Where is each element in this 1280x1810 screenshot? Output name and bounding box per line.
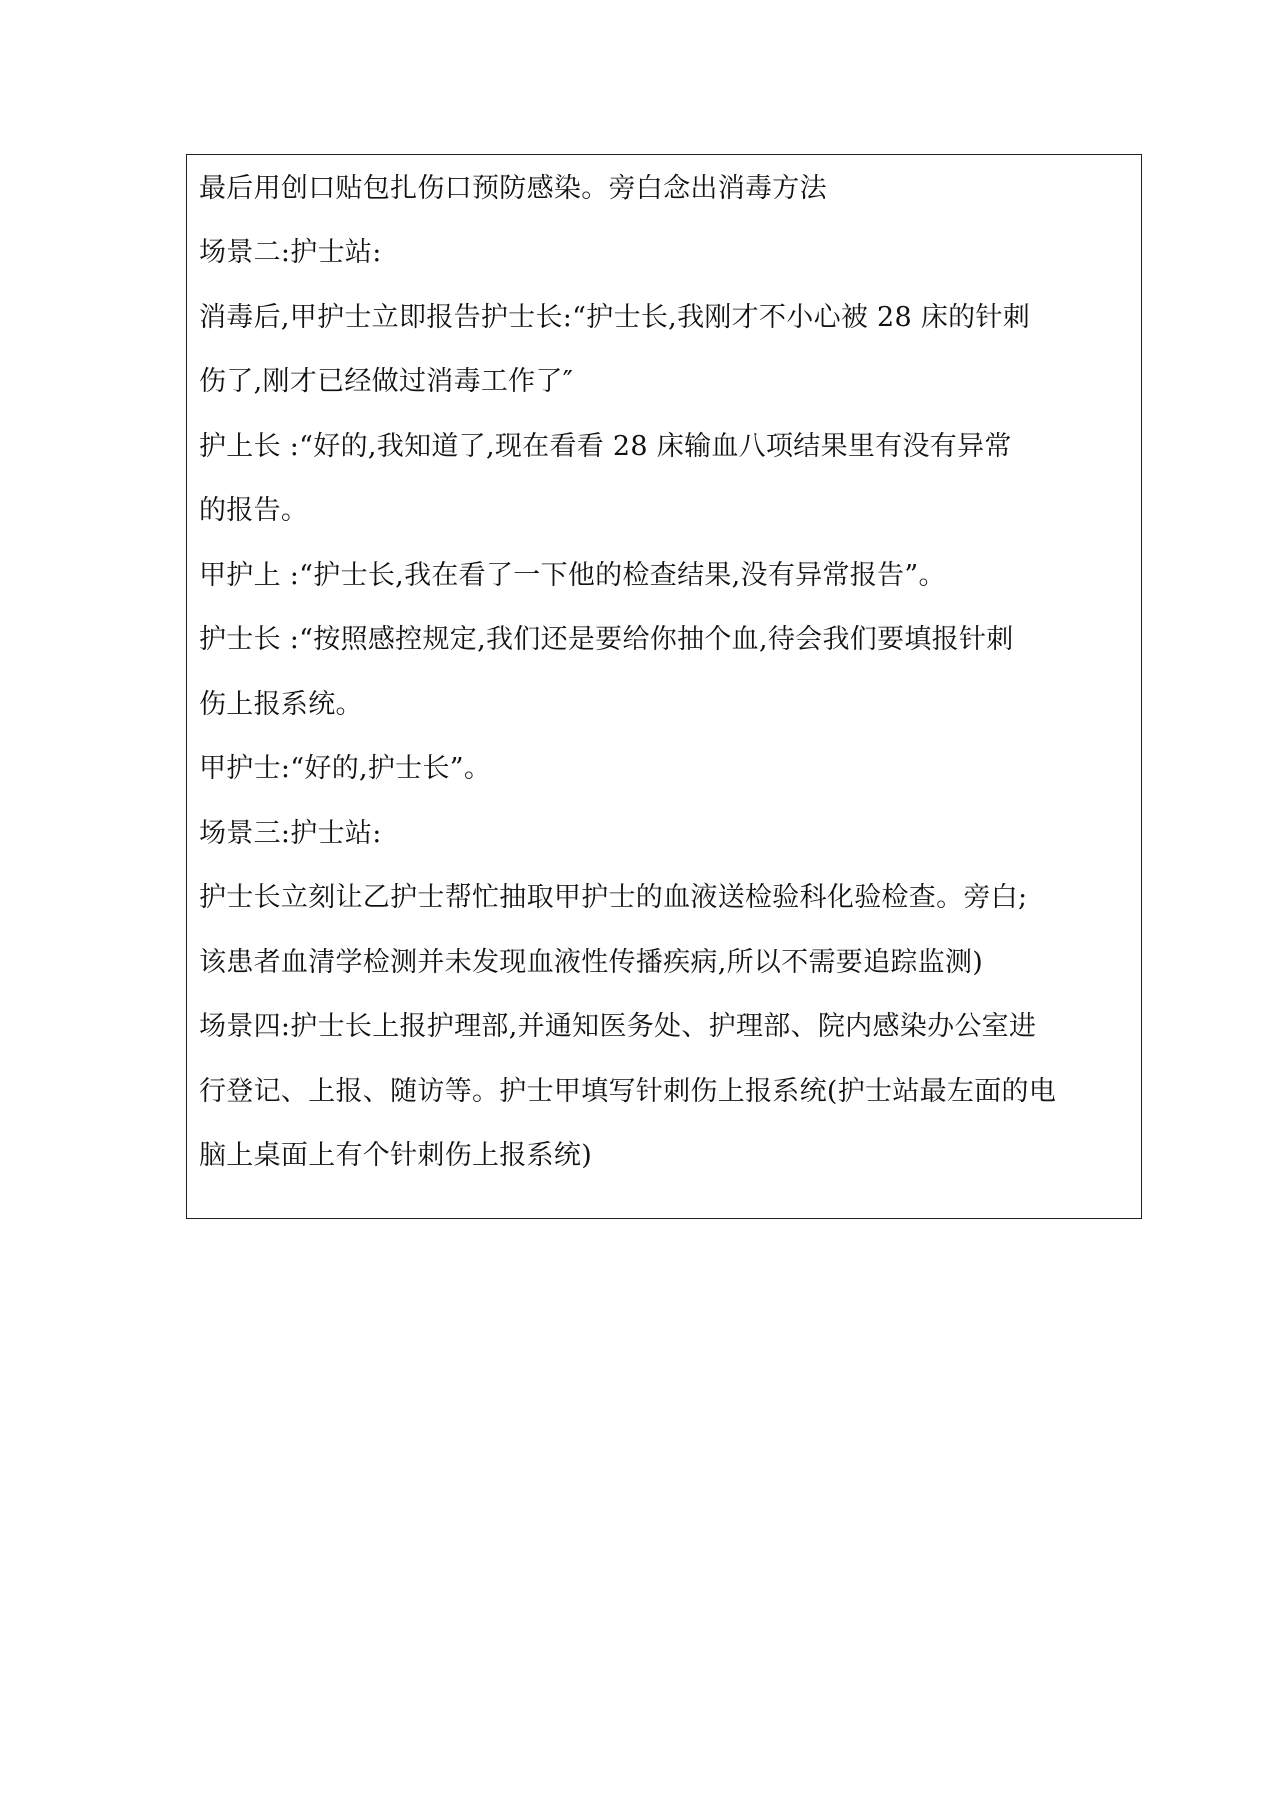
text-line: 脑上桌面上有个针刺伤上报系统) — [199, 1140, 593, 1171]
text-line: 甲护上 :“护士长,我在看了一下他的检查结果,没有异常报告”。 — [199, 560, 946, 591]
text-line: 的报告。 — [199, 495, 309, 526]
bordered-text-box — [186, 154, 1142, 1219]
scene-heading: 场景四:护士长上报护理部,并通知医务处、护理部、院内感染办公室进 — [199, 1011, 1037, 1042]
text-line: 伤上报系统。 — [199, 689, 363, 720]
text-line: 最后用创口贴包扎伤口预防感染。旁白念出消毒方法 — [199, 173, 827, 204]
text-line: 护上长 :“好的,我知道了,现在看看 28 床输血八项结果里有没有异常 — [199, 431, 1012, 462]
text-line: 该患者血清学检测并未发现血液性传播疾病,所以不需要追踪监测) — [199, 947, 984, 978]
text-line: 护士长 :“按照感控规定,我们还是要给你抽个血,待会我们要填报针刺 — [199, 624, 1014, 655]
text-line: 消毒后,甲护士立即报告护士长:“护士长,我刚才不小心被 28 床的针刺 — [199, 302, 1031, 333]
scene-heading: 场景二:护士站: — [199, 237, 382, 268]
text-line: 行登记、上报、随访等。护士甲填写针刺伤上报系统(护士站最左面的电 — [199, 1076, 1057, 1107]
text-line: 护士长立刻让乙护士帮忙抽取甲护士的血液送检验科化验检查。旁白; — [199, 882, 1028, 913]
text-line: 伤了,刚才已经做过消毒工作了″ — [199, 366, 574, 397]
scene-heading: 场景三:护士站: — [199, 818, 382, 849]
text-line: 甲护士:“好的,护士长”。 — [199, 753, 492, 784]
